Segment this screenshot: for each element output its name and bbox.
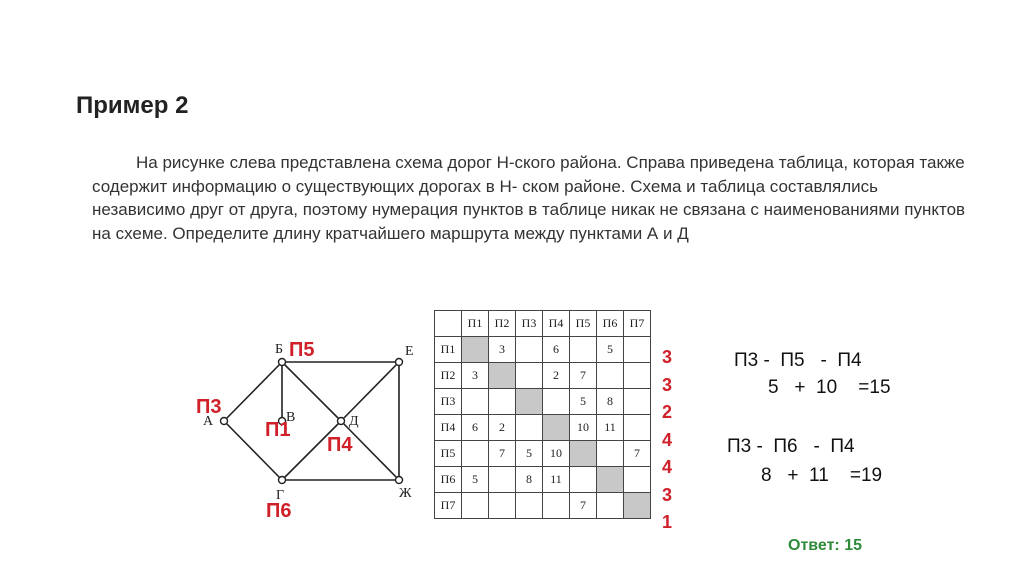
table-cell — [597, 493, 624, 519]
column-header: П4 — [543, 311, 570, 337]
table-cell — [570, 467, 597, 493]
route-2-path: П3 - П6 - П4 — [727, 436, 855, 457]
node-A — [221, 418, 228, 425]
answer: Ответ: 15 — [788, 537, 862, 554]
node-label-Zh: Ж — [399, 486, 412, 501]
column-header: П5 — [570, 311, 597, 337]
row-header: П6 — [435, 467, 462, 493]
column-header: П3 — [516, 311, 543, 337]
table-cell: 8 — [516, 467, 543, 493]
row-count: 3 — [661, 374, 672, 395]
slide-title: Пример 2 — [76, 92, 189, 119]
table-cell — [624, 363, 651, 389]
row-count: 2 — [661, 402, 672, 422]
table-cell — [489, 467, 516, 493]
table-row — [435, 363, 651, 389]
table-cell: 10 — [543, 441, 570, 467]
road-A-B — [224, 362, 282, 421]
node-label-D: Д — [349, 414, 359, 429]
table-cell: 7 — [489, 441, 516, 467]
table-cell: 5 — [462, 467, 489, 493]
node-B — [279, 359, 286, 366]
node-G — [279, 477, 286, 484]
table-cell — [570, 441, 597, 467]
label-G-p6: П6 — [266, 500, 292, 522]
table-cell: 5 — [516, 441, 543, 467]
table-cell: 5 — [597, 337, 624, 363]
table-cell — [543, 415, 570, 441]
table-cell — [516, 363, 543, 389]
table-cell — [462, 389, 489, 415]
table-cell — [624, 389, 651, 415]
table-cell — [462, 337, 489, 363]
table-header-row — [435, 311, 651, 337]
label-B-p5: П5 — [289, 339, 315, 361]
route-2-sum: 8 + 11 =19 — [761, 465, 883, 486]
route-1-sum: 5 + 10 =15 — [768, 377, 891, 398]
table-cell — [597, 441, 624, 467]
table-cell — [543, 493, 570, 519]
table-cell — [516, 337, 543, 363]
road-distance-table — [434, 310, 651, 519]
column-header: П2 — [489, 311, 516, 337]
table-cell — [516, 389, 543, 415]
table-row — [435, 389, 651, 415]
table-cell — [624, 337, 651, 363]
label-V-p1: П1 — [265, 419, 291, 441]
node-label-V: В — [286, 410, 296, 425]
problem-text-body: На рисунке слева представлена схема дорог Н-ского района. Справа приведена таблица, которая также содержит информацию о существующих дорогах в Н- ском районе. Схема и таблица составлялись независимо друг от друга, поэтому нумерация пунктов в таблице никак не связана с наименованиями пунктов на схеме. Определите длину кратчайшего маршрута между пунктами А и Д — [92, 153, 966, 243]
table-cell: 6 — [543, 337, 570, 363]
column-header: П7 — [624, 311, 651, 337]
table-cell: 3 — [489, 337, 516, 363]
label-A-p3: П3 — [196, 396, 222, 418]
row-header: П3 — [435, 389, 462, 415]
table-cell: 11 — [597, 415, 624, 441]
table-cell — [624, 493, 651, 519]
table-cell: 2 — [543, 363, 570, 389]
table-cell — [624, 415, 651, 441]
row-header: П5 — [435, 441, 462, 467]
row-header: П1 — [435, 337, 462, 363]
table-cell — [597, 363, 624, 389]
road-edges — [224, 362, 399, 480]
table-row — [435, 493, 651, 519]
table-corner-cell — [435, 311, 462, 337]
table-cell: 11 — [543, 467, 570, 493]
row-count: 3 — [661, 484, 672, 505]
table-cell — [489, 363, 516, 389]
node-label-A: А — [203, 414, 214, 429]
table-row — [435, 467, 651, 493]
table-cell: 3 — [462, 363, 489, 389]
table-cell: 7 — [624, 441, 651, 467]
row-header: П4 — [435, 415, 462, 441]
row-count: 4 — [661, 429, 672, 450]
row-count: 3 — [661, 347, 672, 367]
table-cell: 7 — [570, 363, 597, 389]
table-cell — [489, 389, 516, 415]
node-label-E: Е — [405, 344, 414, 359]
node-E — [396, 359, 403, 366]
node-label-B: Б — [275, 342, 284, 357]
node-D — [338, 418, 345, 425]
table-cell — [489, 493, 516, 519]
route-1-path: П3 - П5 - П4 — [734, 350, 862, 371]
table-cell — [597, 467, 624, 493]
road-D-E — [341, 362, 399, 421]
table-cell — [543, 389, 570, 415]
row-header: П2 — [435, 363, 462, 389]
column-header: П1 — [462, 311, 489, 337]
label-D-p4: П4 — [327, 434, 353, 456]
table-cell — [516, 493, 543, 519]
table-cell: 5 — [570, 389, 597, 415]
row-count: 1 — [661, 512, 672, 532]
row-header: П7 — [435, 493, 462, 519]
table-cell — [516, 415, 543, 441]
row-degree-counts — [656, 347, 678, 540]
table-cell — [570, 337, 597, 363]
table-cell: 2 — [489, 415, 516, 441]
node-label-G: Г — [276, 488, 285, 503]
table-cell — [624, 467, 651, 493]
table-cell — [462, 441, 489, 467]
table-row — [435, 441, 651, 467]
table-cell: 10 — [570, 415, 597, 441]
row-count: 4 — [661, 457, 672, 477]
table-cell: 6 — [462, 415, 489, 441]
node-Zh — [396, 477, 403, 484]
table-row — [435, 337, 651, 363]
column-header: П6 — [597, 311, 624, 337]
table-cell: 8 — [597, 389, 624, 415]
table-row — [435, 415, 651, 441]
table-cell: 7 — [570, 493, 597, 519]
table-cell — [462, 493, 489, 519]
